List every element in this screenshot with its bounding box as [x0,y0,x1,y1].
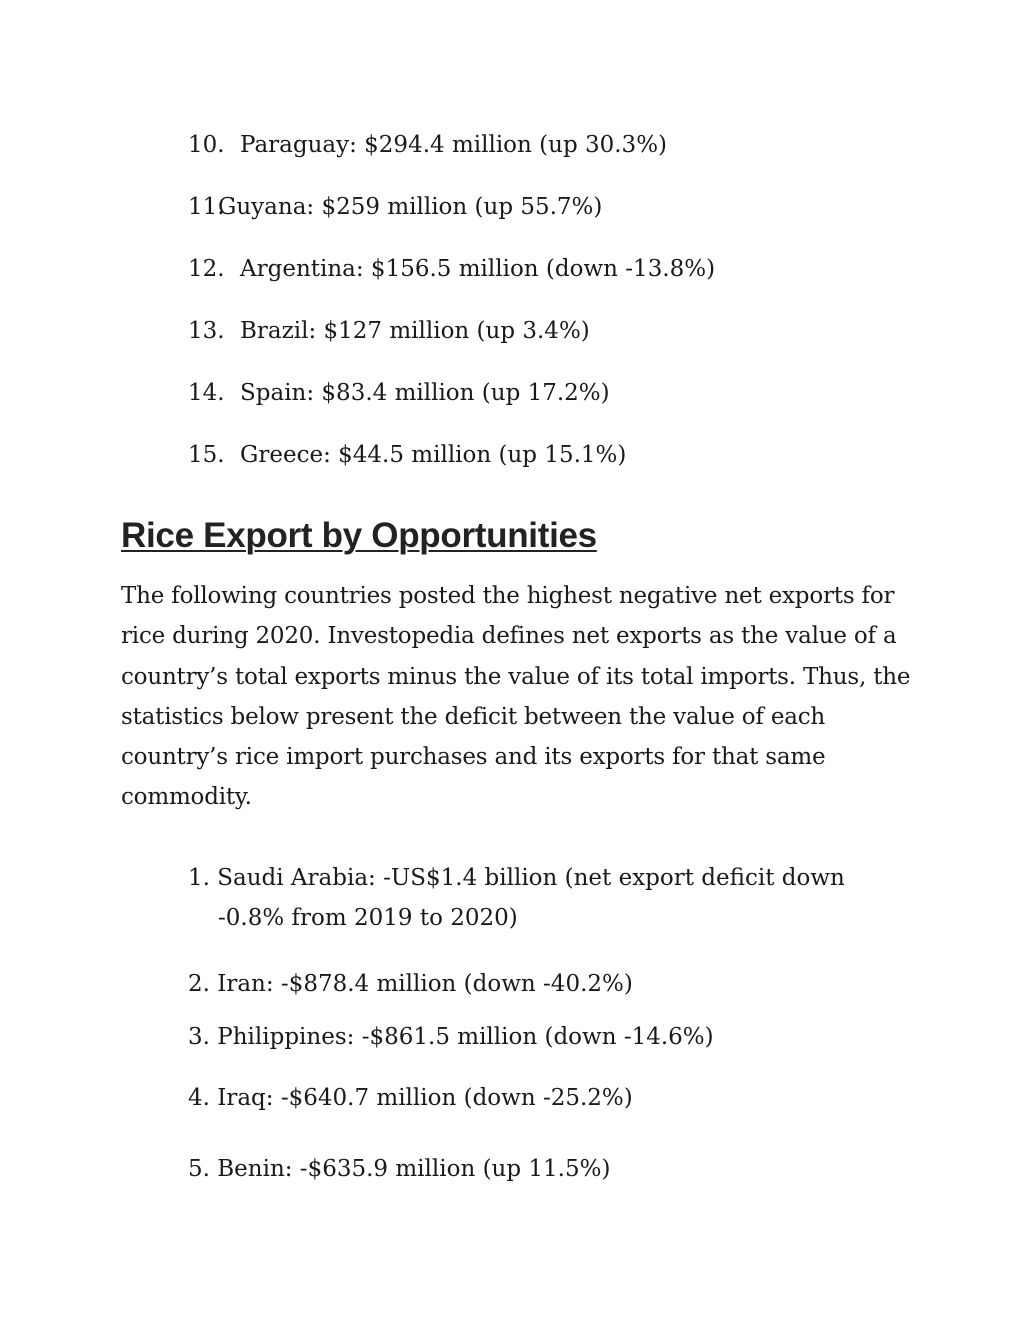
list-item-number: 13. [188,318,225,344]
list-item [188,190,948,252]
list-item-text: Spain: $83.4 million (up 17.2%) [240,380,610,406]
list-item-text: Greece: $44.5 million (up 15.1%) [240,442,627,468]
list-item-number: 15. [188,442,225,468]
list-item: 4. Iraq: -$640.7 million (down -25.2%) [188,1085,633,1111]
list-item-text: Brazil: $127 million (up 3.4%) [240,318,590,344]
list-item: 2. Iran: -$878.4 million (down -40.2%) [188,971,633,997]
list-item [188,376,948,438]
list-item: 1. Saudi Arabia: -US$1.4 billion (net export deficit down -0.8% from 2019 to 2020) [188,865,845,931]
list-item: 3. Philippines: -$861.5 million (down -14.6%) [188,1024,714,1050]
list-item-text: Guyana: $259 million (up 55.7%) [218,194,603,220]
list-item [188,128,948,190]
list-item-number: 14. [188,380,225,406]
list-item-number: 12. [188,256,225,282]
list-item-text: Paraguay: $294.4 million (up 30.3%) [240,132,668,158]
list-item-text: Argentina: $156.5 million (down -13.8%) [240,256,716,282]
section-paragraph: The following countries posted the highest negative net exports for rice during 2020. Investopedia defines net exports as the value of a country’s total exports minus the value of its total imports. Thus, the statistics below present the deficit between the value of each country’s rice import purchases and its exports for that same commodity. [121,583,911,811]
list-item-number: 10. [188,132,225,158]
list-item: 5. Benin: -$635.9 million (up 11.5%) [188,1156,611,1182]
list-item [188,252,948,314]
section-heading: Rice Export by Opportunities [121,516,597,555]
top-country-list [188,128,948,500]
list-item-number: 11. [188,194,225,220]
list-item [188,438,948,500]
list-item [188,314,948,376]
